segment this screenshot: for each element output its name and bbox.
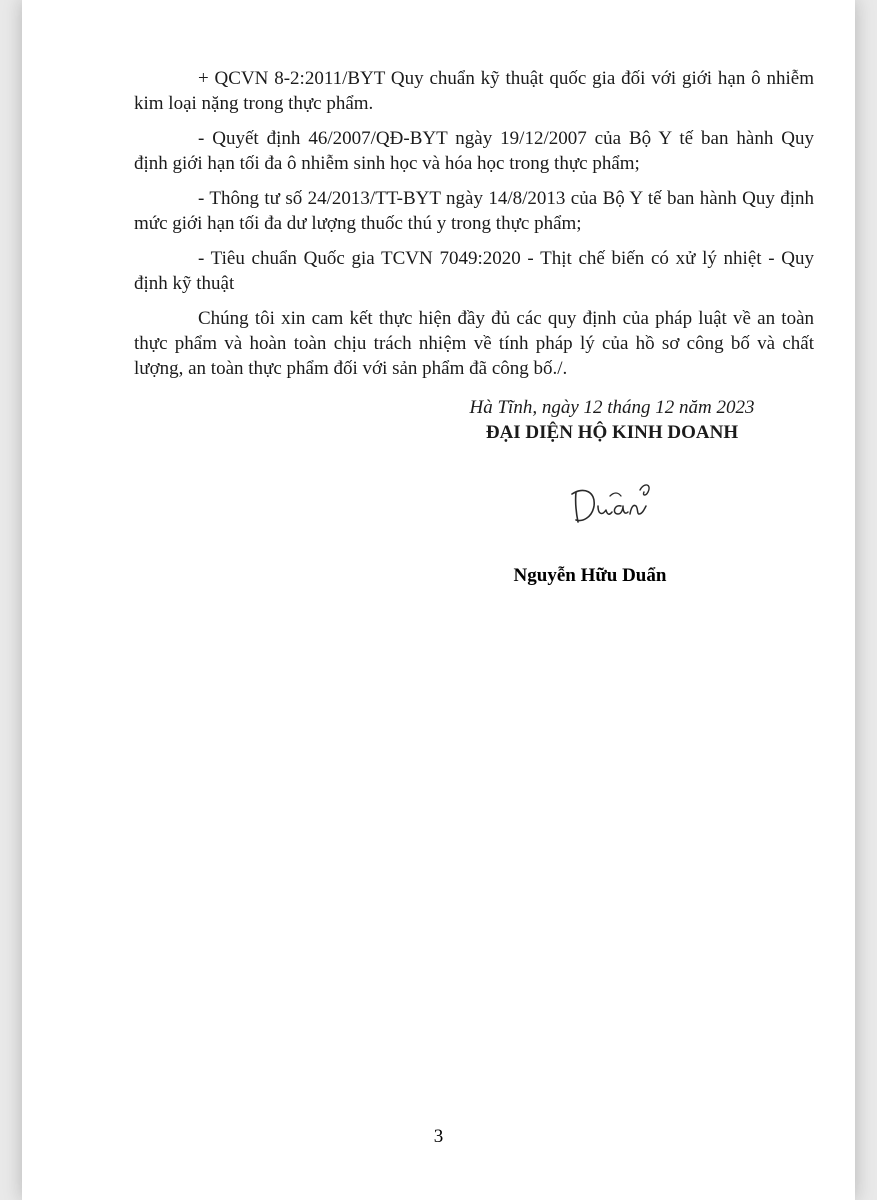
page-number: 3 (433, 1126, 444, 1147)
place-date: Hà Tĩnh, ngày 12 tháng 12 năm 2023 (469, 397, 755, 418)
paragraph-qcvn: + QCVN 8-2:2011/BYT Quy chuẩn kỹ thuật quốc gia đối với giới hạn ô nhiễm kim loại nặng trong thực phẩm. (134, 68, 814, 114)
signature-block (412, 395, 812, 445)
handwritten-signature (566, 470, 656, 532)
paragraph-circular-24: - Thông tư số 24/2013/TT-BYT ngày 14/8/2013 của Bộ Y tế ban hành Quy định mức giới hạn tối đa dư lượng thuốc thú y trong thực phẩm; (134, 188, 814, 234)
paragraph-commitment: Chúng tôi xin cam kết thực hiện đầy đủ các quy định của pháp luật về an toàn thực phẩm và hoàn toàn chịu trách nhiệm về tính pháp lý của hồ sơ công bố và chất lượng, an toàn thực phẩm đối với sản phẩm đã công bố./. (134, 308, 814, 379)
paragraph-tcvn-7049: - Tiêu chuẩn Quốc gia TCVN 7049:2020 - Thịt chế biến có xử lý nhiệt - Quy định kỹ thuật (134, 248, 814, 294)
document-body (134, 66, 814, 391)
paragraph-decision-46: - Quyết định 46/2007/QĐ-BYT ngày 19/12/2007 của Bộ Y tế ban hành Quy định giới hạn tối đa ô nhiễm sinh học và hóa học trong thực phẩm; (134, 128, 814, 174)
signer-name: Nguyễn Hữu Duẩn (513, 565, 667, 586)
representative-title: ĐẠI DIỆN HỘ KINH DOANH (485, 422, 739, 443)
document-page (22, 0, 855, 1200)
